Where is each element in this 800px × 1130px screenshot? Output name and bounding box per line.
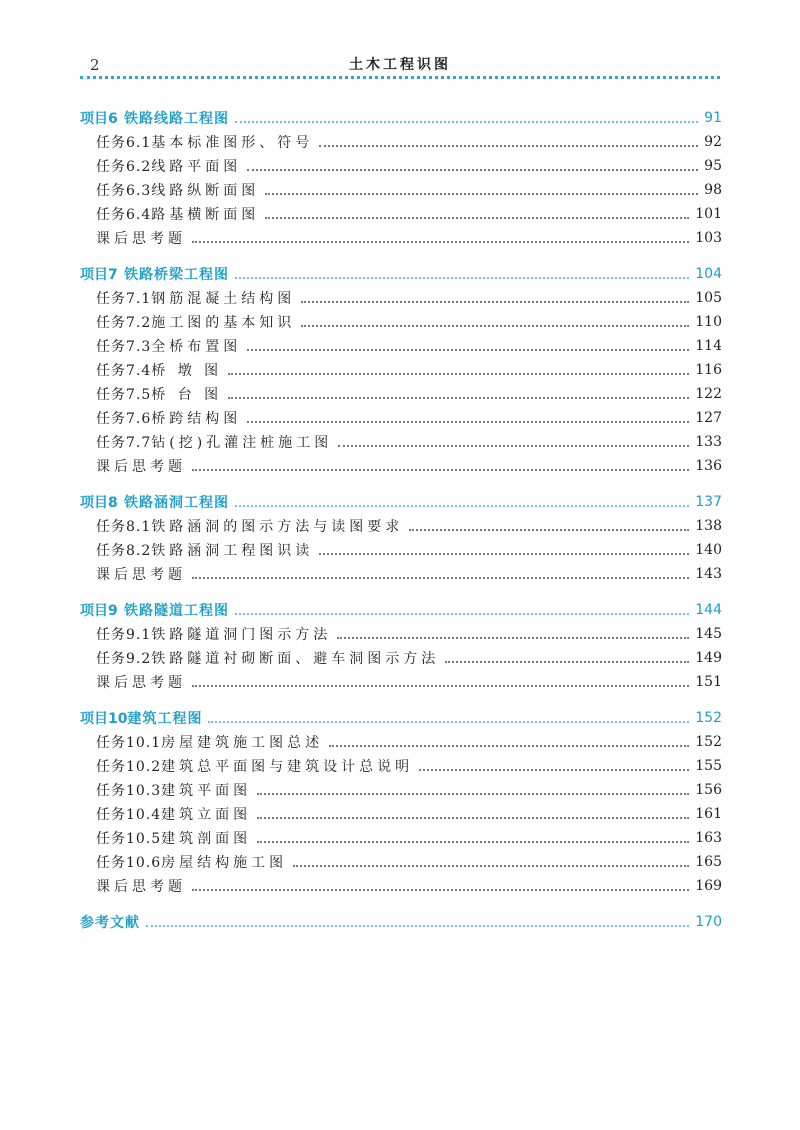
toc-entry-page: 103 bbox=[695, 230, 722, 246]
dot-leader bbox=[208, 721, 689, 723]
toc-task-entry[interactable] bbox=[80, 202, 722, 226]
dot-leader bbox=[409, 529, 689, 531]
toc-entry-page: 110 bbox=[695, 314, 722, 330]
toc-entry-number: 任务6.3 bbox=[96, 183, 152, 199]
dot-leader bbox=[265, 193, 698, 195]
toc-task-entry[interactable] bbox=[80, 178, 722, 202]
toc-entry-title: 施工图的基本知识 bbox=[151, 315, 296, 331]
toc-project-entry[interactable] bbox=[80, 598, 722, 622]
toc-task-entry[interactable] bbox=[80, 670, 722, 694]
toc-task-entry[interactable] bbox=[80, 454, 722, 478]
toc-entry-title: 课后思考题 bbox=[96, 675, 186, 691]
toc-entry-title: 路基横断面图 bbox=[151, 207, 260, 223]
toc-task-entry[interactable] bbox=[80, 286, 722, 310]
toc-entry-title: 桥 墩 图 bbox=[151, 363, 223, 379]
toc-entry-title: 课后思考题 bbox=[96, 459, 186, 475]
toc-entry-label bbox=[96, 312, 295, 332]
section-gap bbox=[80, 694, 722, 706]
toc-entry-number: 项目6 bbox=[80, 111, 118, 127]
table-of-contents bbox=[80, 106, 722, 934]
dot-leader bbox=[247, 349, 689, 351]
toc-task-entry[interactable] bbox=[80, 406, 722, 430]
toc-entry-title: 基本标准图形、符号 bbox=[151, 135, 314, 151]
toc-entry-title: 课后思考题 bbox=[96, 879, 186, 895]
toc-task-entry[interactable] bbox=[80, 622, 722, 646]
toc-entry-number: 任务10.3 bbox=[96, 783, 162, 799]
toc-entry-page: 105 bbox=[695, 290, 722, 306]
toc-entry-page: 133 bbox=[695, 434, 722, 450]
toc-entry-title: 线路纵断面图 bbox=[151, 183, 260, 199]
toc-entry-number: 任务6.1 bbox=[96, 135, 152, 151]
toc-entry-title: 铁路涵洞的图示方法与读图要求 bbox=[151, 519, 404, 535]
dot-leader bbox=[257, 841, 689, 843]
toc-entry-number: 任务9.2 bbox=[96, 651, 152, 667]
toc-entry-label bbox=[96, 732, 323, 752]
toc-entry-label bbox=[96, 360, 222, 380]
toc-entry-page: 144 bbox=[695, 602, 722, 618]
toc-project-entry[interactable] bbox=[80, 706, 722, 730]
dot-leader bbox=[257, 817, 689, 819]
toc-entry-label bbox=[96, 132, 313, 152]
toc-task-entry[interactable] bbox=[80, 826, 722, 850]
toc-entry-label bbox=[96, 540, 313, 560]
dot-leader bbox=[247, 169, 698, 171]
toc-entry-page: 137 bbox=[695, 494, 722, 510]
toc-entry-title: 课后思考题 bbox=[96, 231, 186, 247]
toc-entry-page: 104 bbox=[695, 266, 722, 282]
toc-entry-page: 116 bbox=[695, 362, 722, 378]
toc-entry-title: 建筑平面图 bbox=[161, 783, 252, 799]
toc-entry-number: 任务8.2 bbox=[96, 543, 152, 559]
toc-task-entry[interactable] bbox=[80, 802, 722, 826]
dot-leader bbox=[338, 445, 689, 447]
toc-task-entry[interactable] bbox=[80, 154, 722, 178]
toc-entry-label bbox=[96, 204, 259, 224]
toc-entry-title: 房屋建筑施工图总述 bbox=[161, 735, 324, 751]
toc-entry-number: 项目8 bbox=[80, 495, 118, 511]
toc-task-entry[interactable] bbox=[80, 778, 722, 802]
toc-entry-number: 任务6.4 bbox=[96, 207, 152, 223]
toc-task-entry[interactable] bbox=[80, 562, 722, 586]
toc-entry-page: 170 bbox=[695, 914, 722, 930]
dot-leader bbox=[293, 865, 689, 867]
toc-entry-title: 参考文献 bbox=[80, 915, 140, 931]
toc-entry-number: 项目7 bbox=[80, 267, 118, 283]
toc-entry-page: 140 bbox=[695, 542, 722, 558]
toc-entry-number: 任务10.1 bbox=[96, 735, 162, 751]
toc-task-entry[interactable] bbox=[80, 382, 722, 406]
toc-entry-page: 91 bbox=[704, 110, 722, 126]
toc-entry-page: 161 bbox=[695, 806, 722, 822]
toc-entry-number: 任务7.1 bbox=[96, 291, 152, 307]
dot-leader bbox=[146, 925, 689, 927]
dot-leader bbox=[235, 505, 689, 507]
toc-task-entry[interactable] bbox=[80, 754, 722, 778]
toc-entry-page: 95 bbox=[704, 158, 722, 174]
toc-entry-title: 课后思考题 bbox=[96, 567, 186, 583]
toc-entry-page: 145 bbox=[695, 626, 722, 642]
toc-project-entry[interactable] bbox=[80, 910, 722, 934]
toc-entry-page: 149 bbox=[695, 650, 722, 666]
toc-task-entry[interactable] bbox=[80, 850, 722, 874]
toc-entry-title: 铁路隧道衬砌断面、避车洞图示方法 bbox=[151, 651, 440, 667]
toc-entry-label bbox=[96, 672, 186, 692]
toc-entry-label bbox=[96, 456, 186, 476]
toc-entry-page: 163 bbox=[695, 830, 722, 846]
dot-leader bbox=[235, 277, 689, 279]
toc-entry-number: 任务7.5 bbox=[96, 387, 152, 403]
toc-entry-page: 156 bbox=[695, 782, 722, 798]
toc-task-entry[interactable] bbox=[80, 730, 722, 754]
toc-entry-title: 线路平面图 bbox=[151, 159, 242, 175]
toc-entry-number: 项目9 bbox=[80, 603, 118, 619]
toc-entry-number: 任务10.5 bbox=[96, 831, 162, 847]
toc-entry-title: 钢筋混凝土结构图 bbox=[151, 291, 296, 307]
toc-task-entry[interactable] bbox=[80, 430, 722, 454]
toc-entry-number: 任务7.6 bbox=[96, 411, 152, 427]
toc-entry-label bbox=[96, 156, 241, 176]
toc-entry-number: 任务7.2 bbox=[96, 315, 152, 331]
toc-entry-page: 98 bbox=[704, 182, 722, 198]
toc-entry-page: 155 bbox=[695, 758, 722, 774]
toc-entry-number: 任务9.1 bbox=[96, 627, 152, 643]
toc-entry-page: 165 bbox=[695, 854, 722, 870]
toc-entry-page: 92 bbox=[704, 134, 722, 150]
toc-entry-number: 任务8.1 bbox=[96, 519, 152, 535]
dot-leader bbox=[247, 421, 689, 423]
toc-entry-page: 114 bbox=[695, 338, 722, 354]
toc-entry-title: 铁路桥梁工程图 bbox=[124, 267, 229, 283]
section-gap bbox=[80, 586, 722, 598]
dot-leader bbox=[192, 889, 689, 891]
dot-leader bbox=[192, 241, 689, 243]
toc-entry-title: 钻(挖)孔灌注桩施工图 bbox=[151, 435, 333, 451]
section-gap bbox=[80, 250, 722, 262]
toc-entry-label bbox=[96, 432, 332, 452]
toc-entry-title: 建筑总平面图与建筑设计总说明 bbox=[161, 759, 414, 775]
toc-entry-page: 136 bbox=[695, 458, 722, 474]
toc-entry-label bbox=[80, 912, 140, 932]
toc-entry-title: 铁路线路工程图 bbox=[124, 111, 229, 127]
dot-leader bbox=[192, 577, 689, 579]
toc-entry-number: 任务7.7 bbox=[96, 435, 152, 451]
toc-entry-label bbox=[96, 876, 186, 896]
toc-entry-label bbox=[96, 852, 287, 872]
toc-entry-title: 建筑工程图 bbox=[127, 711, 203, 727]
book-title: 土木工程识图 bbox=[349, 57, 451, 73]
toc-entry-label bbox=[96, 180, 259, 200]
dot-leader bbox=[235, 121, 698, 123]
toc-entry-label bbox=[96, 288, 295, 308]
toc-entry-number: 项目10 bbox=[80, 711, 128, 727]
toc-task-entry[interactable] bbox=[80, 358, 722, 382]
toc-entry-page: 143 bbox=[695, 566, 722, 582]
dot-leader bbox=[265, 217, 689, 219]
toc-entry-page: 152 bbox=[695, 710, 722, 726]
toc-entry-page: 138 bbox=[695, 518, 722, 534]
toc-task-entry[interactable] bbox=[80, 646, 722, 670]
toc-task-entry[interactable] bbox=[80, 226, 722, 250]
dot-leader bbox=[192, 469, 689, 471]
toc-task-entry[interactable] bbox=[80, 334, 722, 358]
header-dotted-rule bbox=[80, 76, 720, 79]
section-gap bbox=[80, 898, 722, 910]
toc-entry-title: 建筑剖面图 bbox=[161, 831, 252, 847]
toc-project-entry[interactable] bbox=[80, 106, 722, 130]
toc-project-entry[interactable] bbox=[80, 262, 722, 286]
toc-task-entry[interactable] bbox=[80, 514, 722, 538]
dot-leader bbox=[337, 637, 689, 639]
toc-entry-page: 122 bbox=[695, 386, 722, 402]
toc-task-entry[interactable] bbox=[80, 310, 722, 334]
toc-entry-number: 任务10.4 bbox=[96, 807, 162, 823]
toc-entry-title: 铁路隧道工程图 bbox=[124, 603, 229, 619]
toc-entry-label bbox=[96, 384, 222, 404]
toc-entry-label bbox=[96, 828, 251, 848]
toc-entry-label bbox=[96, 516, 403, 536]
section-gap bbox=[80, 478, 722, 490]
toc-entry-label bbox=[96, 564, 186, 584]
toc-entry-label bbox=[80, 108, 229, 128]
toc-entry-label bbox=[96, 648, 439, 668]
dot-leader bbox=[192, 685, 689, 687]
toc-entry-label bbox=[96, 228, 186, 248]
toc-entry-label bbox=[96, 336, 241, 356]
toc-entry-label bbox=[96, 804, 251, 824]
toc-task-entry[interactable] bbox=[80, 874, 722, 898]
toc-entry-number: 任务7.4 bbox=[96, 363, 152, 379]
toc-entry-title: 桥跨结构图 bbox=[151, 411, 242, 427]
toc-entry-number: 任务10.2 bbox=[96, 759, 162, 775]
dot-leader bbox=[228, 397, 689, 399]
dot-leader bbox=[319, 553, 689, 555]
toc-entry-title: 房屋结构施工图 bbox=[161, 855, 288, 871]
toc-entry-title: 铁路涵洞工程图识读 bbox=[151, 543, 314, 559]
toc-entry-page: 152 bbox=[695, 734, 722, 750]
toc-entry-title: 全桥布置图 bbox=[151, 339, 242, 355]
dot-leader bbox=[319, 145, 698, 147]
toc-entry-title: 建筑立面图 bbox=[161, 807, 252, 823]
dot-leader bbox=[445, 661, 689, 663]
toc-project-entry[interactable] bbox=[80, 490, 722, 514]
toc-entry-label bbox=[80, 708, 202, 728]
toc-task-entry[interactable] bbox=[80, 538, 722, 562]
toc-entry-number: 任务10.6 bbox=[96, 855, 162, 871]
page-header bbox=[80, 52, 720, 76]
toc-task-entry[interactable] bbox=[80, 130, 722, 154]
toc-entry-page: 151 bbox=[695, 674, 722, 690]
dot-leader bbox=[419, 769, 689, 771]
toc-entry-title: 铁路涵洞工程图 bbox=[124, 495, 229, 511]
toc-entry-label bbox=[80, 600, 229, 620]
toc-entry-label bbox=[80, 264, 229, 284]
page-number: 2 bbox=[90, 56, 100, 74]
toc-entry-title: 铁路隧道洞门图示方法 bbox=[151, 627, 332, 643]
toc-entry-label bbox=[80, 492, 229, 512]
toc-entry-page: 169 bbox=[695, 878, 722, 894]
dot-leader bbox=[329, 745, 689, 747]
toc-entry-label bbox=[96, 756, 413, 776]
dot-leader bbox=[228, 373, 689, 375]
dot-leader bbox=[301, 325, 689, 327]
toc-entry-number: 任务6.2 bbox=[96, 159, 152, 175]
dot-leader bbox=[235, 613, 689, 615]
toc-entry-page: 127 bbox=[695, 410, 722, 426]
toc-entry-page: 101 bbox=[695, 206, 722, 222]
toc-entry-label bbox=[96, 408, 241, 428]
toc-entry-label bbox=[96, 624, 331, 644]
dot-leader bbox=[257, 793, 689, 795]
toc-entry-number: 任务7.3 bbox=[96, 339, 152, 355]
toc-entry-title: 桥 台 图 bbox=[151, 387, 223, 403]
toc-entry-label bbox=[96, 780, 251, 800]
dot-leader bbox=[301, 301, 689, 303]
